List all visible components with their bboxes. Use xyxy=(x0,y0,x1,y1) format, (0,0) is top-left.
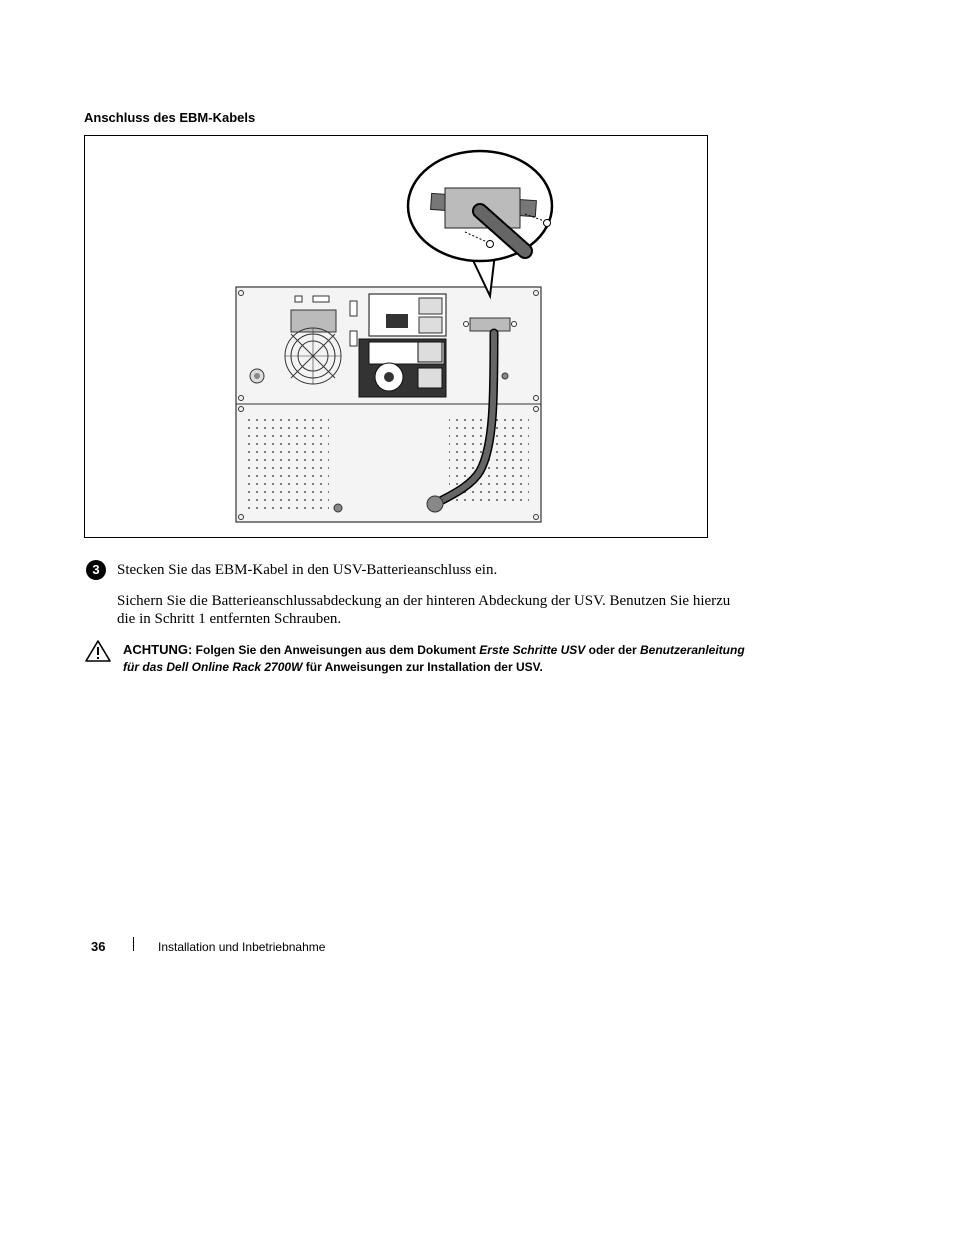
chapter-title: Installation und Inbetriebnahme xyxy=(158,940,326,954)
caution-text: für Anweisungen zur Installation der USV. xyxy=(302,660,543,674)
doc-title-getting-started: Erste Schritte USV xyxy=(479,643,586,657)
step-number-badge: 3 xyxy=(86,560,106,580)
ebm-cable-figure xyxy=(84,135,708,538)
caution-label: ACHTUNG: xyxy=(123,642,193,657)
caution-note xyxy=(123,641,753,676)
ups-rear-panel-illustration xyxy=(85,136,707,537)
footer-divider xyxy=(133,937,134,951)
section-heading: Anschluss des EBM-Kabels xyxy=(84,110,256,125)
doc-title-user-guide: Benutzeranleitung für das Dell Online Rack 2700W xyxy=(123,643,745,674)
warning-triangle-icon xyxy=(84,639,112,668)
caution-text: oder der xyxy=(585,643,640,657)
caution-text: Folgen Sie den Anweisungen aus dem Dokument xyxy=(192,643,480,657)
step-instruction-detail: Sichern Sie die Batterieanschlussabdeckung an der hinteren Abdeckung der USV. Benutzen Sie hierzu die in Schritt 1 entfernten Schrauben. xyxy=(117,593,731,627)
page-number: 36 xyxy=(91,939,106,954)
step-instruction: Stecken Sie das EBM-Kabel in den USV-Batterieanschluss ein. xyxy=(117,562,498,578)
screw-icon xyxy=(487,241,494,248)
